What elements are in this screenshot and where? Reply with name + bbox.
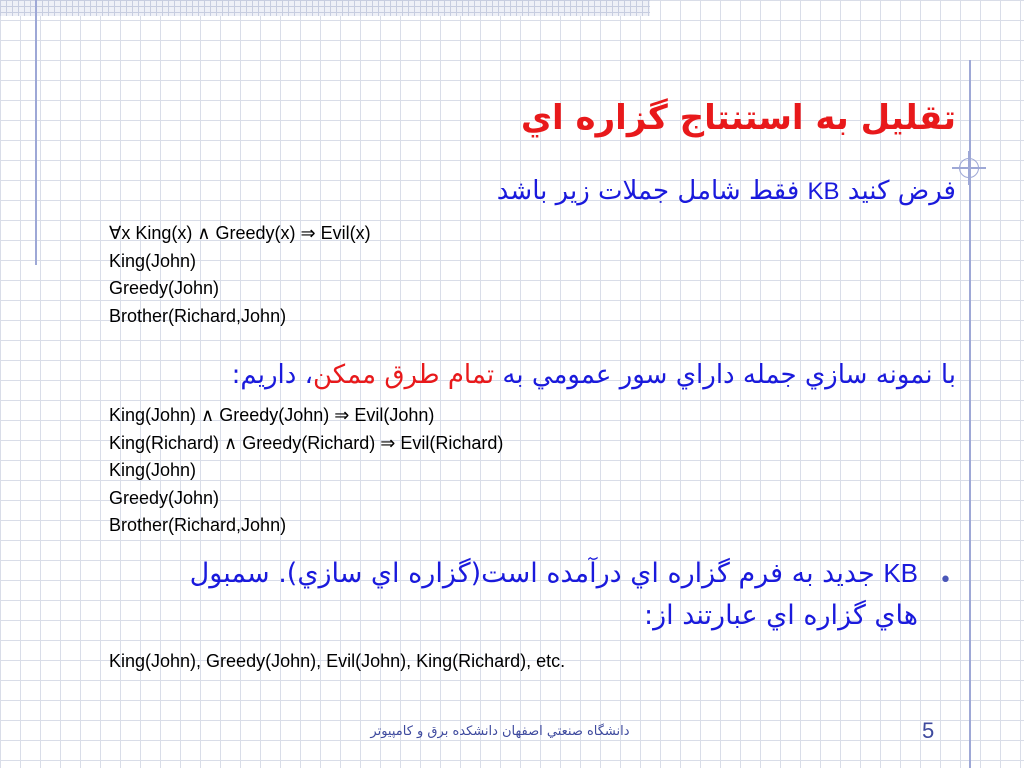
page-number: 5 xyxy=(922,718,935,743)
instantiated-sentence: Greedy(John) xyxy=(109,487,220,508)
intro-kb: KB xyxy=(807,178,840,205)
instantiated-sentence: King(John) xyxy=(109,460,197,480)
bullet-kb: KB xyxy=(883,558,918,588)
crosshair-circle-icon xyxy=(959,158,979,178)
kb-sentence: ∀x King(x) ∧ Greedy(x) ⇒ Evil(x) xyxy=(109,223,371,243)
instantiated-sentence: King(Richard) ∧ Greedy(Richard) ⇒ Evil(Richard) xyxy=(109,432,504,453)
instantiation-part2: ، داريم: xyxy=(231,360,313,390)
bullet-line-1 xyxy=(80,552,960,595)
bullet-dot-icon: • xyxy=(939,568,952,593)
bullet-line-2: هاي گزاره اي عبارتند از: xyxy=(644,600,918,631)
kb-sentence: Greedy(John) xyxy=(109,278,220,298)
decorative-top-band xyxy=(0,0,650,16)
instantiation-line xyxy=(232,360,956,390)
kb-sentence: King(John) xyxy=(109,250,197,271)
instantiation-highlight: تمام طرق ممكن xyxy=(312,360,495,390)
intro-suffix: فقط شامل جملات زير باشد xyxy=(496,176,800,206)
instantiated-sentences xyxy=(109,402,503,540)
kb-sentence: Brother(Richard,John) xyxy=(109,305,287,326)
instantiated-sentence: Brother(Richard,John) xyxy=(109,515,287,535)
kb-sentences xyxy=(109,220,371,330)
propositional-symbols: King(John), Greedy(John), Evil(John), King(Richard), etc. xyxy=(109,651,566,671)
bullet-item xyxy=(80,552,960,637)
slide-title: تقليل به استنتاج گزاره اي xyxy=(520,98,956,138)
footer-text: دانشگاه صنعتي اصفهان دانشكده برق و كامپيوتر xyxy=(370,724,630,739)
intro-prefix: فرض كنيد xyxy=(847,176,956,206)
instantiation-part1: با نمونه سازي جمله داراي سور عمومي به xyxy=(494,360,956,390)
decorative-left-line xyxy=(35,0,37,265)
instantiated-sentence: King(John) ∧ Greedy(John) ⇒ Evil(John) xyxy=(109,405,435,425)
bullet-text-1: جديد به فرم گزاره اي درآمده است(گزاره اي سازي). سمبول xyxy=(189,558,875,589)
intro-line xyxy=(497,176,956,206)
